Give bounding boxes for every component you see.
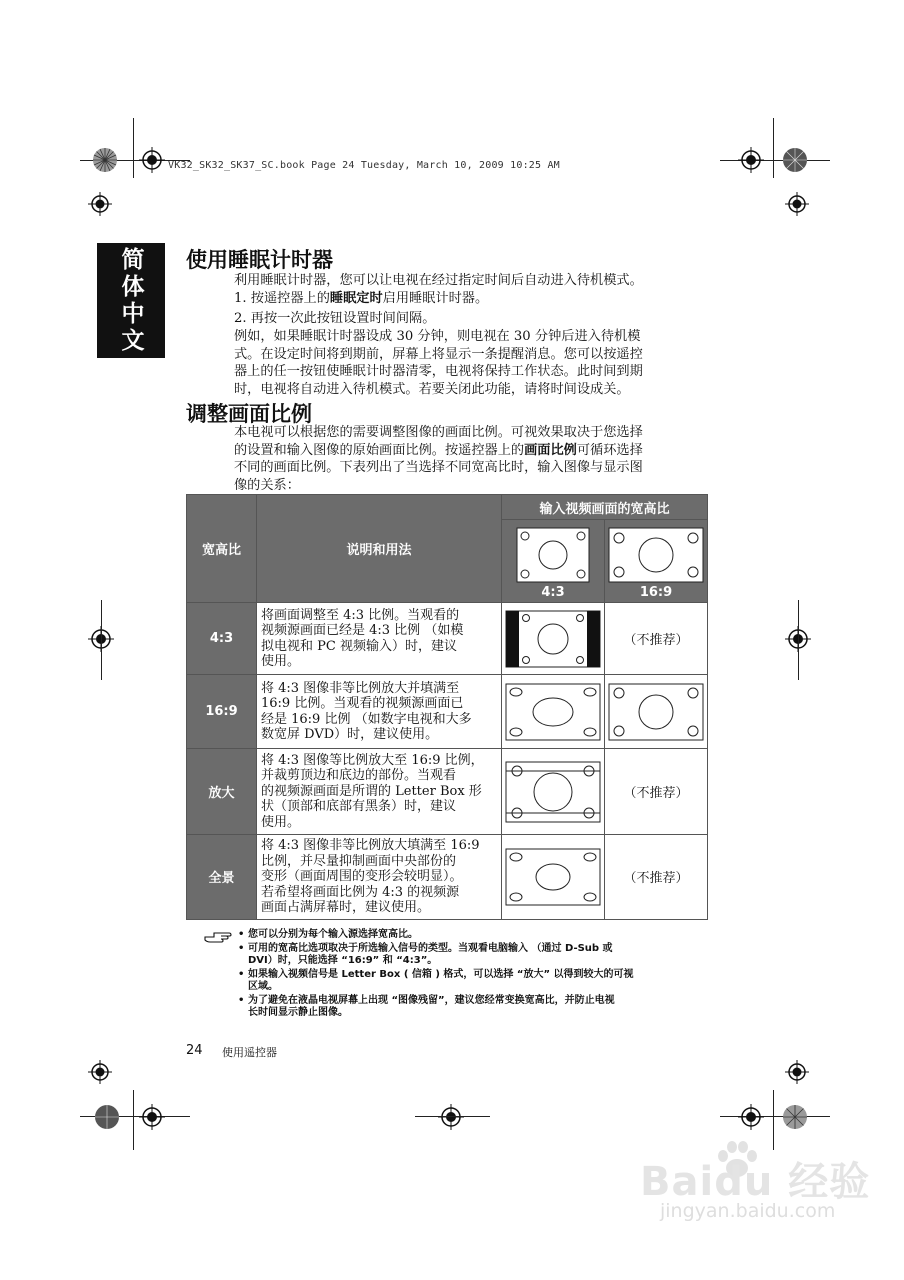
table-row: [187, 603, 708, 675]
crop-mark: [798, 600, 799, 680]
label-169: 16:9: [639, 585, 673, 600]
preview-cell: [502, 835, 605, 920]
crop-mark: [773, 118, 774, 178]
print-header: VK32_SK32_SK37_SC.book Page 24 Tuesday, March 10, 2009 10:25 AM: [168, 160, 560, 171]
registration-target-icon: [785, 192, 809, 216]
note-item: • 为了避免在液晶电视屏幕上出现 “图像残留”，建议您经常变换宽高比，并防止电视 长时间显示静止图像。: [238, 995, 718, 1019]
header-input-aspect: 输入视频画面的宽高比: [502, 495, 708, 520]
watermark-logo: Baidu 经验: [640, 1159, 871, 1205]
registration-star-icon: [94, 1104, 120, 1130]
crop-mark: [101, 600, 102, 680]
header-aspect: 宽高比: [187, 495, 257, 603]
row-description: 将 4:3 图像等比例放大至 16:9 比例， 并裁剪顶边和底边的部份。当观看 的视频源画面是所谓的 Letter Box 形 状（顶部和底部有黑条）时，建议 使用。: [257, 749, 502, 835]
row-label: 全景: [187, 835, 257, 920]
aspect-ratio-table: [186, 494, 708, 920]
label-43: 4:3: [541, 585, 565, 600]
screen-43-icon: [516, 527, 590, 583]
header-input-169: [605, 520, 708, 603]
sleep-step-1: 1. 按遥控器上的睡眠定时启用睡眠计时器。: [234, 291, 489, 306]
table-row: [187, 835, 708, 920]
not-recommended: （不推荐）: [605, 603, 708, 675]
note-hand-icon: [204, 928, 232, 944]
note-item: • 您可以分别为每个输入源选择宽高比。: [238, 929, 718, 941]
crop-mark: [773, 1090, 774, 1150]
crop-mark: [133, 118, 134, 178]
note-item: • 可用的宽高比选项取决于所选输入信号的类型。当观看电脑输入 （通过 D-Sub 或 DVI）时，只能选择 “16:9” 和 “4:3”。: [238, 943, 718, 967]
screen-169-icon: [608, 527, 704, 583]
pillarbox-preview-icon: [505, 610, 601, 668]
language-tab-label: 简体中文: [117, 246, 144, 355]
registration-star-icon: [782, 1104, 808, 1130]
registration-target-icon: [738, 147, 764, 173]
row-description: 将 4:3 图像非等比例放大填满至 16:9 比例，并尽量抑制画面中央部份的 变形（画面周围的变形会较明显）。 若希望将画面比例为 4:3 的视频源 画面占满屏幕时，建议使用。: [257, 835, 502, 920]
language-tab: [97, 243, 165, 358]
row-description: 将画面调整至 4:3 比例。当观看的 视频源画面已经是 4:3 比例 （如模 拟电视和 PC 视频输入）时，建议 使用。: [257, 603, 502, 675]
table-row: [187, 675, 708, 749]
registration-target-icon: [139, 147, 165, 173]
registration-target-icon: [785, 1060, 809, 1084]
registration-target-icon: [139, 1104, 165, 1130]
note-item: • 如果输入视频信号是 Letter Box ( 信箱 ) 格式，可以选择 “放大” 以得到较大的可视 区域。: [238, 969, 718, 993]
registration-target-icon: [88, 1060, 112, 1084]
registration-target-icon: [88, 192, 112, 216]
not-recommended: （不推荐）: [605, 749, 708, 835]
header-input-43: [502, 520, 605, 603]
footer-section: 使用遥控器: [222, 1046, 277, 1059]
preview-cell: [605, 675, 708, 749]
panorama-preview-icon: [505, 848, 601, 906]
crop-mark: [133, 1090, 134, 1150]
sleep-intro: 利用睡眠计时器，您可以让电视在经过指定时间后自动进入待机模式。: [234, 273, 643, 288]
row-label: 4:3: [187, 603, 257, 675]
row-description: 将 4:3 图像非等比例放大并填满至 16:9 比例。当观看的视频源画面已 经是 16:9 比例 （如数字电视和大多 数宽屏 DVD）时，建议使用。: [257, 675, 502, 749]
preview-cell: [502, 603, 605, 675]
row-label: 放大: [187, 749, 257, 835]
not-recommended: （不推荐）: [605, 835, 708, 920]
section-title-aspect-ratio: 调整画面比例: [186, 402, 312, 426]
crop-mark: [415, 1116, 490, 1117]
row-label: 16:9: [187, 675, 257, 749]
preview-cell: [502, 675, 605, 749]
sleep-step-2: 2. 再按一次此按钮设置时间间隔。: [234, 311, 436, 326]
watermark-url: jingyan.baidu.com: [660, 1200, 836, 1222]
preview-cell: [502, 749, 605, 835]
registration-target-icon: [738, 1104, 764, 1130]
notes-list: [238, 929, 718, 1021]
zoom-preview-icon: [505, 761, 601, 823]
page-number: 24: [186, 1043, 203, 1058]
table-row: [187, 749, 708, 835]
sleep-body: 例如，如果睡眠计时器设成 30 分钟，则电视在 30 分钟后进入待机模 式。在设定时间将到期前，屏幕上将显示一条提醒消息。您可以按遥控 器上的任一按钮使睡眠计时器清零，电视将保持工作状态。此时间到期 时，电视将自动进入待机模式。若要关闭此功能，请将时间设成关。: [234, 329, 643, 397]
native-169-preview-icon: [608, 683, 704, 741]
stretch-preview-icon: [505, 683, 601, 741]
registration-star-icon: [782, 147, 808, 173]
registration-target-icon: [438, 1104, 464, 1130]
aspect-intro: 本电视可以根据您的需要调整图像的画面比例。可视效果取决于您选择 的设置和输入图像的原始画面比例。按遥控器上的画面比例可循环选择 不同的画面比例。下表列出了当选择不同宽高比时，输入图像与显示图 像的关系：: [234, 425, 643, 493]
crop-mark: [720, 160, 830, 161]
crop-mark: [720, 1116, 830, 1117]
header-description: 说明和用法: [257, 495, 502, 603]
registration-star-icon: [92, 147, 118, 173]
section-title-sleep-timer: 使用睡眠计时器: [186, 248, 333, 272]
